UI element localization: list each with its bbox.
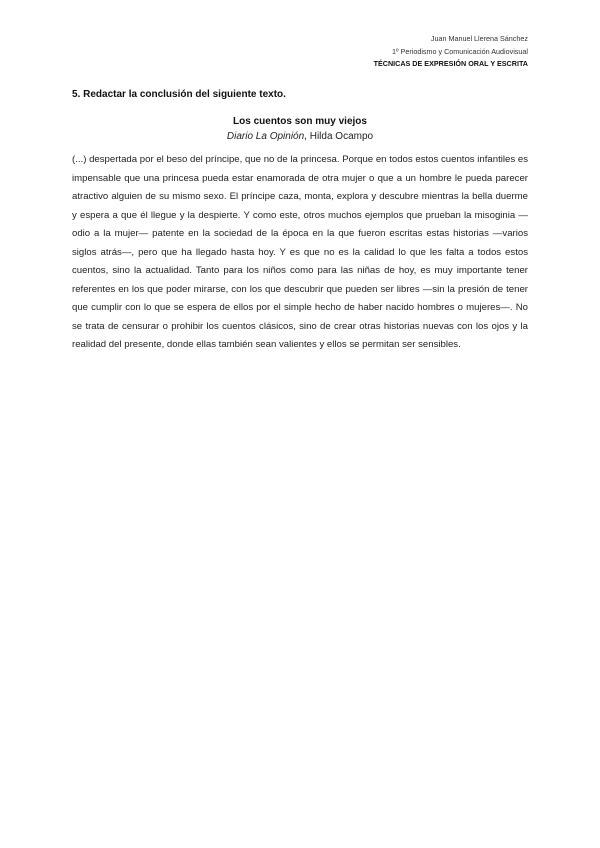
page-header [374, 33, 528, 71]
article-author: Hilda Ocampo [309, 131, 374, 142]
header-degree: 1º Periodismo y Comunicación Audiovisual [391, 46, 528, 56]
article-title: Los cuentos son muy viejos [233, 116, 367, 127]
article-heading [72, 114, 528, 145]
question-heading: 5. Redactar la conclusión del siguiente texto. [72, 89, 286, 100]
header-course: TÉCNICAS DE EXPRESIÓN ORAL Y ESCRITA [373, 59, 528, 68]
header-author: Juan Manuel Llerena Sánchez [430, 34, 528, 43]
source-separator: , [304, 131, 310, 142]
article-publication: Diario La Opinión [226, 131, 305, 142]
article-body: (...) despertada por el beso del príncipe, que no de la princesa. Porque en todos estos cuentos infantiles es impensable que una princesa pueda estar enamorada de otra mujer o que a un hombre le pueda parecer atractivo alguien de su mismo sexo. El príncipe caza, monta, explora y descubre mientras la bella duerme y espera a que él llegue y la despierte. Y como este, otros muchos ejemplos que prueban la misoginia —odio a la mujer— patente en la sociedad de la época en la que fueron escritas estas historias —varios siglos atrás—, pero que ha llegado hasta hoy. Y es que no es la calidad lo que les falta a todos estos cuentos, sino la actualidad. Tanto para los niños como para las niñas de hoy, es muy importante tener referentes en los que poder mirarse, con los que descubrir que pueden ser libres —sin la presión de tener que cumplir con lo que se espera de ellos por el simple hecho de haber nacido hombres o mujeres—. No se trata de censurar o prohibir los cuentos clásicos, sino de crear otras historias nuevas con los ojos y la realidad del presente, donde ellas también sean valientes y ellos se permitan ser sensibles. [72, 154, 528, 350]
article-source [72, 129, 528, 145]
